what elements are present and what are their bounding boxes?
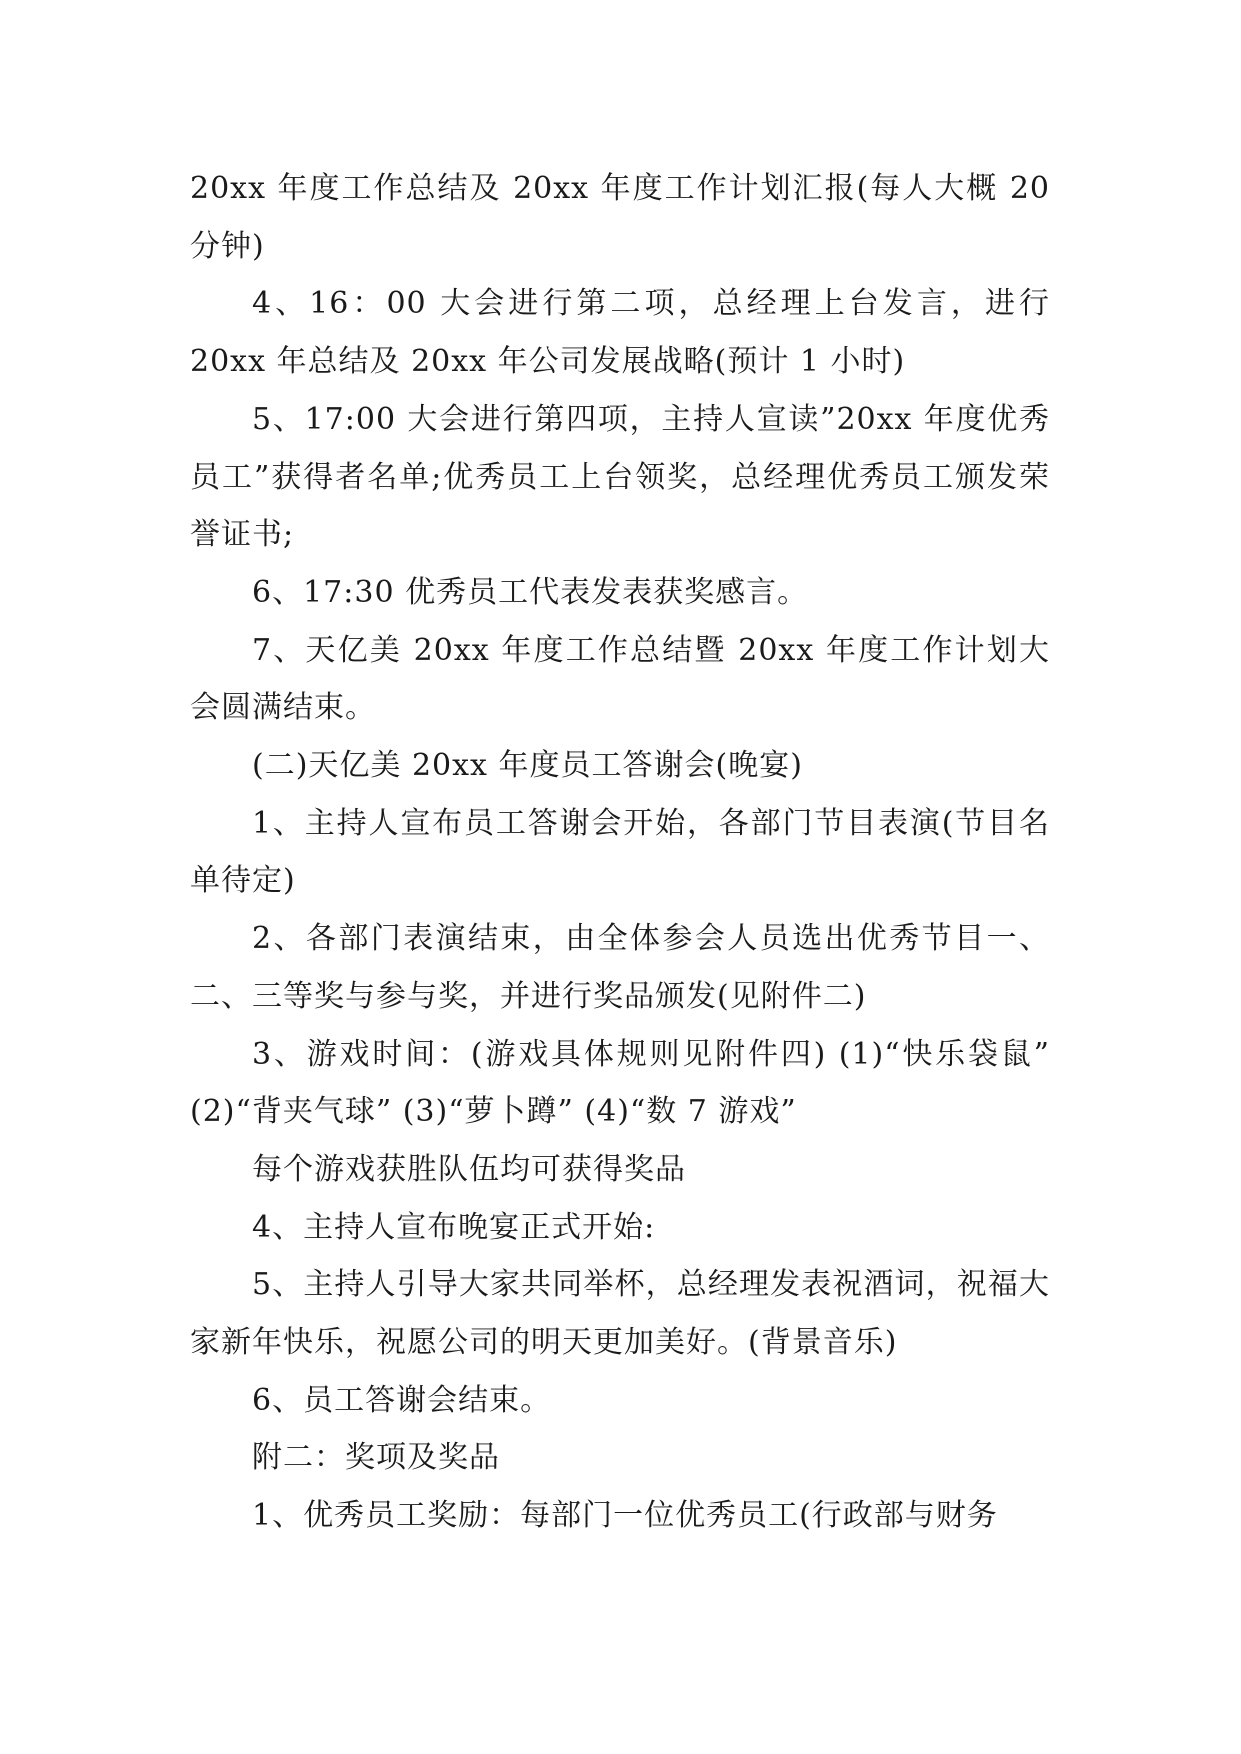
paragraph-13: 6、员工答谢会结束。 (252, 1382, 552, 1418)
paragraph-14: 附二：奖项及奖品 (252, 1440, 500, 1476)
paragraph-1: 20xx 年度工作总结及 20xx 年度工作计划汇报(每人大概 20 分钟) (190, 171, 1050, 264)
paragraph-12: 5、主持人引导大家共同举杯，总经理发表祝酒词，祝福大家新年快乐，祝愿公司的明天更加美好。(背景音乐) (190, 1267, 1050, 1361)
paragraph-11: 4、主持人宣布晚宴正式开始: (252, 1209, 656, 1245)
paragraph-10: 每个游戏获胜队伍均可获得奖品 (252, 1151, 686, 1187)
paragraph-15: 1、优秀员工奖励：每部门一位优秀员工(行政部与财务 (252, 1498, 998, 1534)
paragraph-7: 1、主持人宣布员工答谢会开始，各部门节目表演(节目名单待定) (190, 805, 1050, 899)
paragraph-5: 7、天亿美 20xx 年度工作总结暨 20xx 年度工作计划大会圆满结束。 (190, 632, 1050, 726)
paragraph-6: (二)天亿美 20xx 年度员工答谢会(晚宴) (252, 748, 803, 784)
paragraph-2: 4、16：00 大会进行第二项，总经理上台发言，进行 20xx 年总结及 20xx 年公司发展战略(预计 1 小时) (190, 286, 1050, 380)
paragraph-8: 2、各部门表演结束，由全体参会人员选出优秀节目一、二、三等奖与参与奖，并进行奖品颁发(见附件二) (190, 921, 1050, 1014)
paragraph-9: 3、游戏时间：(游戏具体规则见附件四) (1)“快乐袋鼠” (2)“背夹气球” (3)“萝卜蹲” (4)“数 7 游戏” (190, 1036, 1050, 1130)
document-body (190, 160, 1050, 1545)
paragraph-3: 5、17:00 大会进行第四项，主持人宣读”20xx 年度优秀员工”获得者名单;优秀员工上台领奖，总经理优秀员工颁发荣誉证书; (190, 401, 1050, 553)
paragraph-4: 6、17:30 优秀员工代表发表获奖感言。 (252, 574, 809, 610)
